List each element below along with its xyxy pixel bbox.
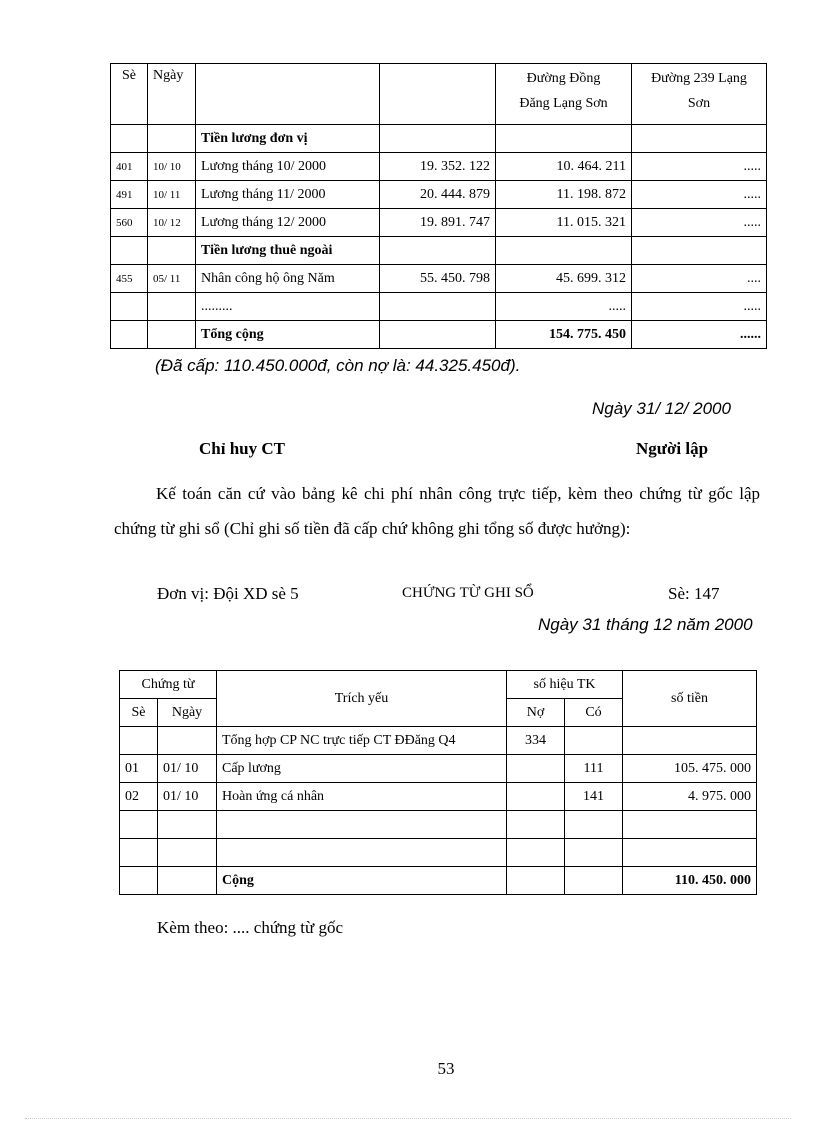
table-header-row [120,671,757,699]
paid-note: (Đã cấp: 110.450.000đ, còn nợ là: 44.325.450đ). [155,356,521,375]
cell-dong-dang: ..... [496,293,632,321]
table-header-row [111,64,767,125]
cell-co: 111 [565,755,623,783]
table-row-empty [120,811,757,839]
page-footer-rule [25,1118,791,1119]
cell-amount [623,727,757,755]
total-dong-dang: 154. 775. 450 [496,321,632,349]
cell-se: 02 [120,783,158,811]
header-d239-line2: Sơn [687,96,711,111]
cell-se: 401 [111,153,148,181]
section-label-outside: Tiền lương thuê ngoài [196,237,380,265]
cell-amount: 19. 352. 122 [380,153,496,181]
cell-dong-dang: 10. 464. 211 [496,153,632,181]
total-amount: 110. 450. 000 [623,867,757,895]
header-ngay: Ngày [148,64,196,125]
cell-desc: Tổng hợp CP NC trực tiếp CT ĐĐăng Q4 [217,727,507,755]
header-so-hieu-tk: số hiệu TK [507,671,623,699]
cell-ngay [158,727,217,755]
table-row-empty [120,839,757,867]
cell-se: 560 [111,209,148,237]
table-row [111,209,767,237]
total-row [111,321,767,349]
cell-no: 334 [507,727,565,755]
cell-ngay: 10/ 12 [148,209,196,237]
cell-co: 141 [565,783,623,811]
table-row [111,181,767,209]
voucher-unit: Đơn vị: Đội XD sè 5 [157,584,299,603]
cell-no [507,783,565,811]
header-dong-dang-line1: Đường Đồng [526,71,601,86]
cell-desc: Lương tháng 11/ 2000 [196,181,380,209]
header-d239 [632,64,767,125]
signature-left: Chỉ huy CT [199,439,285,458]
cell-d239: ..... [632,293,767,321]
table-row [120,783,757,811]
table-row [120,727,757,755]
header-col4 [380,64,496,125]
cell-co [565,727,623,755]
cell-ngay: 01/ 10 [158,755,217,783]
cell-dong-dang: 45. 699. 312 [496,265,632,293]
cell-se [120,727,158,755]
table-row [120,755,757,783]
section-label-unit: Tiền lương đơn vị [196,125,380,153]
voucher-table [119,670,757,895]
header-co: Có [565,699,623,727]
cell-desc: Lương tháng 12/ 2000 [196,209,380,237]
voucher-number: Sè: 147 [668,584,720,603]
voucher-title: CHỨNG TỪ GHI SỔ [402,585,534,601]
cell-d239: ..... [632,153,767,181]
body-paragraph: Kế toán căn cứ vào bảng kê chi phí nhân công trực tiếp, kèm theo chứng từ gốc lập chứng từ ghi sổ (Chỉ ghi số tiền đã cấp chứ không ghi tổng số được hưởng): [114,484,760,538]
section-row [111,237,767,265]
header-d239-line1: Đường 239 Lạng [651,71,747,86]
total-d239: ...... [632,321,767,349]
cell-desc: Hoàn ứng cá nhân [217,783,507,811]
voucher-date: Ngày 31 tháng 12 năm 2000 [538,615,753,634]
cell-amount: 19. 891. 747 [380,209,496,237]
cell-desc: ......... [196,293,380,321]
cell-se: 455 [111,265,148,293]
header-so-tien: số tiền [623,671,757,727]
date-line: Ngày 31/ 12/ 2000 [592,399,731,418]
salary-summary-table [110,63,767,349]
header-se: Sè [120,699,158,727]
header-ngay: Ngày [158,699,217,727]
header-dong-dang [496,64,632,125]
cell-se: 491 [111,181,148,209]
cell-d239: ..... [632,181,767,209]
cell-d239: ..... [632,209,767,237]
header-chung-tu: Chứng từ [120,671,217,699]
cell-d239: .... [632,265,767,293]
cell-desc: Nhân công hộ ông Năm [196,265,380,293]
cell-ngay: 10/ 10 [148,153,196,181]
table-row [111,153,767,181]
cell-se: 01 [120,755,158,783]
table-row-dots [111,293,767,321]
cell-ngay: 01/ 10 [158,783,217,811]
signature-right: Người lập [636,439,709,458]
cell-amount: 55. 450. 798 [380,265,496,293]
header-trich-yeu: Trích yếu [217,671,507,727]
total-label: Cộng [217,867,507,895]
cell-dong-dang: 11. 198. 872 [496,181,632,209]
header-dong-dang-line2: Đăng Lạng Sơn [519,96,608,111]
section-row [111,125,767,153]
table-row [111,265,767,293]
cell-ngay: 05/ 11 [148,265,196,293]
page-number: 53 [437,1059,455,1078]
total-row [120,867,757,895]
cell-dong-dang: 11. 015. 321 [496,209,632,237]
cell-amount: 4. 975. 000 [623,783,757,811]
attachment-note: Kèm theo: .... chứng từ gốc [157,918,344,937]
cell-no [507,755,565,783]
total-label: Tổng cộng [196,321,380,349]
cell-amount: 20. 444. 879 [380,181,496,209]
cell-desc: Cấp lương [217,755,507,783]
cell-desc: Lương tháng 10/ 2000 [196,153,380,181]
header-no: Nợ [507,699,565,727]
header-se: Sè [111,64,148,125]
header-col3 [196,64,380,125]
cell-ngay: 10/ 11 [148,181,196,209]
cell-amount: 105. 475. 000 [623,755,757,783]
